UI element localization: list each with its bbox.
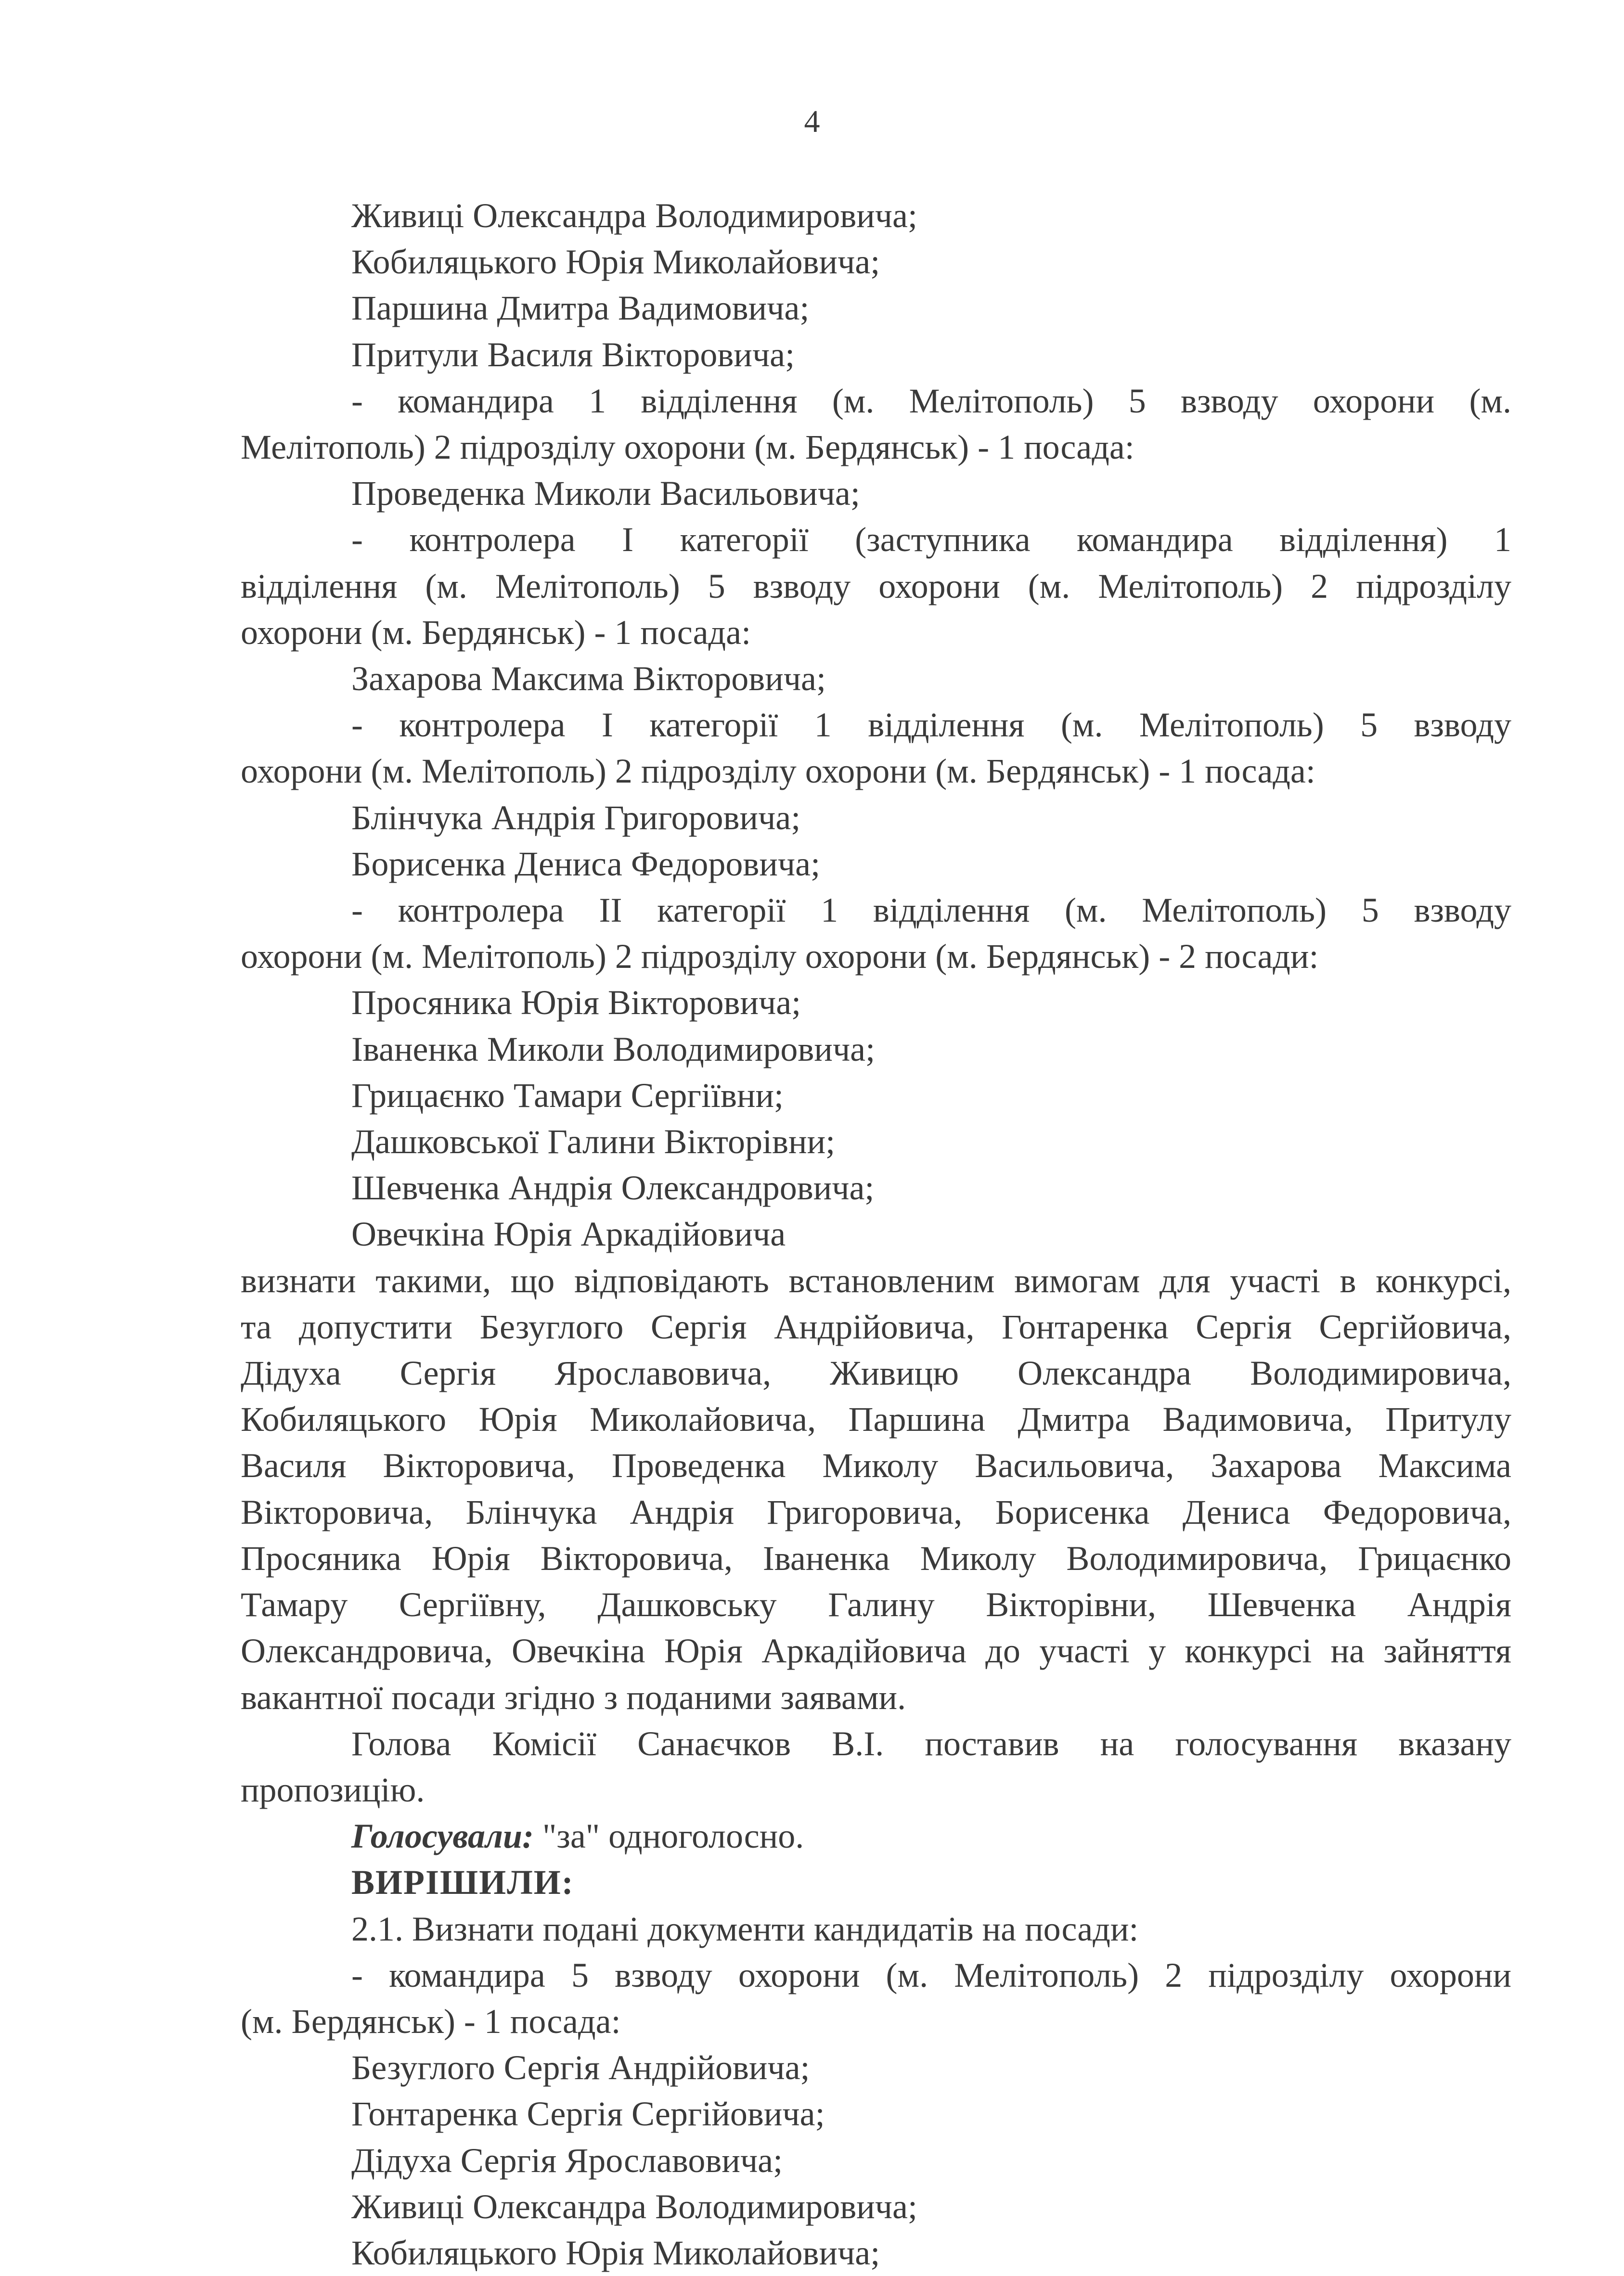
text-line: 2.1. Визнати подані документи кандидатів на посади: (351, 1909, 1139, 1948)
text-line: Іваненка Миколи Володимировича; (351, 1029, 876, 1068)
vote-result: "за" одноголосно. (533, 1817, 804, 1856)
vote-line (241, 1813, 1511, 1859)
text-line: Живиці Олександра Володимировича; (351, 2187, 917, 2226)
text-line: Дідуха Сергія Ярославовича; (351, 2141, 783, 2180)
text-line: та допустити Безуглого Сергія Андрійовича, Гонтаренка Сергія Сергійовича, (241, 1307, 1511, 1346)
text-line: Гонтаренка Сергія Сергійовича; (351, 2095, 825, 2134)
text-line: Мелітополь) 2 підрозділу охорони (м. Бердянськ) - 1 посада: (241, 428, 1134, 467)
text-line: Грицаєнко Тамари Сергіївни; (351, 1076, 784, 1115)
text-line: Безуглого Сергія Андрійовича; (351, 2048, 810, 2087)
text-line: Дашковської Галини Вікторівни; (351, 1122, 836, 1161)
text-line: Кобиляцького Юрія Миколайовича, Паршина Дмитра Вадимовича, Притулу (241, 1400, 1511, 1439)
position-heading-line: - контролера I категорії (заступника командира відділення) 1 (351, 520, 1511, 559)
text-line: Борисенка Дениса Федоровича; (351, 844, 821, 883)
position-heading-line: - командира 1 відділення (м. Мелітополь) 5 взводу охорони (м. (351, 381, 1511, 420)
text-line: Олександровича, Овечкіна Юрія Аркадійовича до участі у конкурсі на зайняття (241, 1632, 1511, 1671)
text-line: Паршина Дмитра Вадимовича; (351, 289, 810, 328)
position-heading-line: - командира 5 взводу охорони (м. Мелітополь) 2 підрозділу охорони (351, 1955, 1511, 1994)
text-line: Овечкіна Юрія Аркадійовича (351, 1215, 786, 1254)
text-line: Кобиляцького Юрія Миколайовича; (351, 2233, 880, 2272)
text-line: охорони (м. Мелітополь) 2 підрозділу охорони (м. Бердянськ) - 2 посади: (241, 937, 1319, 976)
text-line: Живиці Олександра Володимировича; (351, 196, 917, 235)
text-line: Вікторовича, Блінчука Андрія Григоровича, Борисенка Дениса Федоровича, (241, 1492, 1511, 1531)
decided-label: ВИРІШИЛИ: (351, 1863, 574, 1902)
text-line: Тамару Сергіївну, Дашковську Галину Вікторівни, Шевченка Андрія (241, 1585, 1511, 1624)
text-line: Василя Вікторовича, Проведенка Миколу Васильовича, Захарова Максима (241, 1446, 1511, 1485)
text-line: Захарова Максима Вікторовича; (351, 659, 826, 698)
page-number: 4 (804, 104, 820, 139)
text-line: Шевченка Андрія Олександровича; (351, 1169, 875, 1208)
text-line: вакантної посади згідно з поданими заявами. (241, 1678, 906, 1717)
text-line: Дідуха Сергія Ярославовича, Живицю Олександра Володимировича, (241, 1354, 1511, 1393)
text-line: Притули Василя Вікторовича; (351, 335, 795, 374)
text-line: Голова Комісії Санаєчков В.І. поставив на голосування вказану (351, 1724, 1511, 1763)
text-line: Блінчука Андрія Григоровича; (351, 798, 801, 837)
text-line: охорони (м. Бердянськ) - 1 посада: (241, 613, 751, 652)
voted-label: Голосували: (351, 1817, 534, 1856)
text-line: Проведенка Миколи Васильовича; (351, 474, 860, 513)
text-line: визнати такими, що відповідають встановленим вимогам для участі в конкурсі, (241, 1261, 1511, 1300)
text-line: охорони (м. Мелітополь) 2 підрозділу охорони (м. Бердянськ) - 1 посада: (241, 752, 1315, 791)
text-line: Кобиляцького Юрія Миколайовича; (351, 243, 880, 282)
text-line: відділення (м. Мелітополь) 5 взводу охорони (м. Мелітополь) 2 підрозділу (241, 566, 1511, 605)
position-heading-line: - контролера I категорії 1 відділення (м. Мелітополь) 5 взводу (351, 706, 1511, 745)
text-line: Просяника Юрія Вікторовича; (351, 983, 801, 1022)
document-body (241, 193, 1511, 2276)
decision-heading (241, 1859, 1511, 1905)
text-line: Просяника Юрія Вікторовича, Іваненка Миколу Володимировича, Грицаєнко (241, 1539, 1511, 1578)
text-line: (м. Бердянськ) - 1 посада: (241, 2002, 621, 2041)
text-line: пропозицію. (241, 1770, 425, 1809)
position-heading-line: - контролера II категорії 1 відділення (м. Мелітополь) 5 взводу (351, 891, 1511, 930)
